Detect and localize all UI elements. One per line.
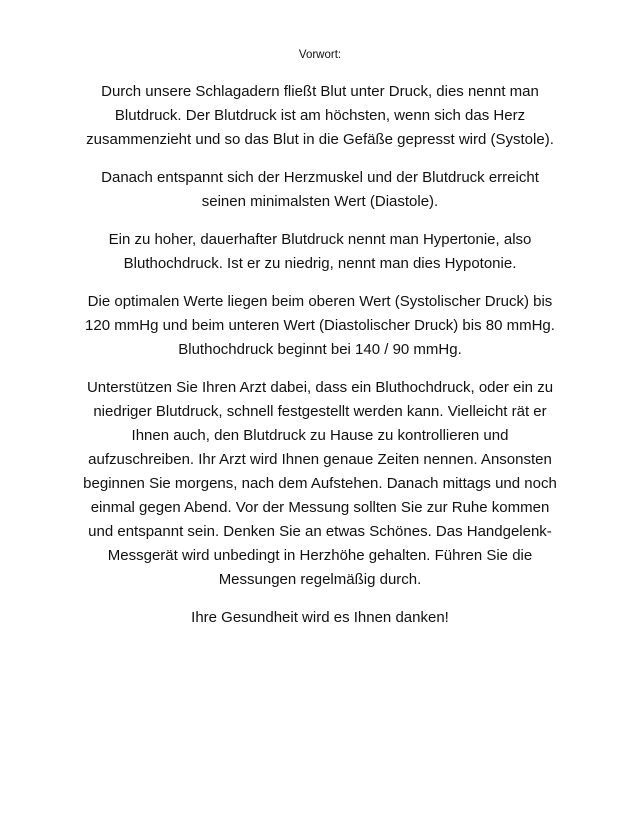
text-line: beginnen Sie morgens, nach dem Aufstehen. Danach mittags und noch [83, 475, 557, 492]
paragraph-diastole [40, 166, 600, 214]
paragraph-measurement-advice [40, 376, 600, 592]
text-line: Danach entspannt sich der Herzmuskel und der Blutdruck erreicht [101, 169, 539, 186]
text-line: aufzuschreiben. Ihr Arzt wird Ihnen genaue Zeiten nennen. Ansonsten [88, 451, 552, 468]
text-line: Bluthochdruck. Ist er zu niedrig, nennt man dies Hypotonie. [123, 255, 517, 272]
text-line: Messungen regelmäßig durch. [218, 571, 422, 588]
text-line: zusammenzieht und so das Blut in die Gefäße gepresst wird (Systole). [86, 131, 554, 148]
document-heading: Vorwort: [298, 49, 342, 61]
text-line: und entspannt sein. Denken Sie an etwas Schönes. Das Handgelenk- [88, 523, 552, 540]
text-line: niedriger Blutdruck, schnell festgestellt werden kann. Vielleicht rät er [93, 403, 547, 420]
paragraph-blood-pressure-definition [40, 80, 600, 152]
text-line: Messgerät wird unbedingt in Herzhöhe gehalten. Führen Sie die [107, 547, 533, 564]
text-line: seinen minimalsten Wert (Diastole). [201, 193, 439, 210]
text-line: Ihnen auch, den Blutdruck zu Hause zu kontrollieren und [131, 427, 509, 444]
text-line: Ein zu hoher, dauerhafter Blutdruck nennt man Hypertonie, also [108, 231, 532, 248]
text-line: einmal gegen Abend. Vor der Messung sollten Sie zur Ruhe kommen [90, 499, 550, 516]
paragraph-closing [40, 606, 600, 630]
text-line: Ihre Gesundheit wird es Ihnen danken! [191, 609, 449, 626]
paragraph-optimal-values [40, 290, 600, 362]
text-line: Unterstützen Sie Ihren Arzt dabei, dass ein Bluthochdruck, oder ein zu [86, 379, 554, 396]
text-line: Blutdruck. Der Blutdruck ist am höchsten, wenn sich das Herz [114, 107, 526, 124]
text-line: Durch unsere Schlagadern fließt Blut unter Druck, dies nennt man [101, 83, 539, 100]
text-line: 120 mmHg und beim unteren Wert (Diastolischer Druck) bis 80 mmHg. [85, 317, 555, 334]
paragraph-hypertension [40, 228, 600, 276]
document-body [40, 80, 600, 644]
text-line: Die optimalen Werte liegen beim oberen Wert (Systolischer Druck) bis [87, 293, 553, 310]
text-line: Bluthochdruck beginnt bei 140 / 90 mmHg. [178, 341, 462, 358]
